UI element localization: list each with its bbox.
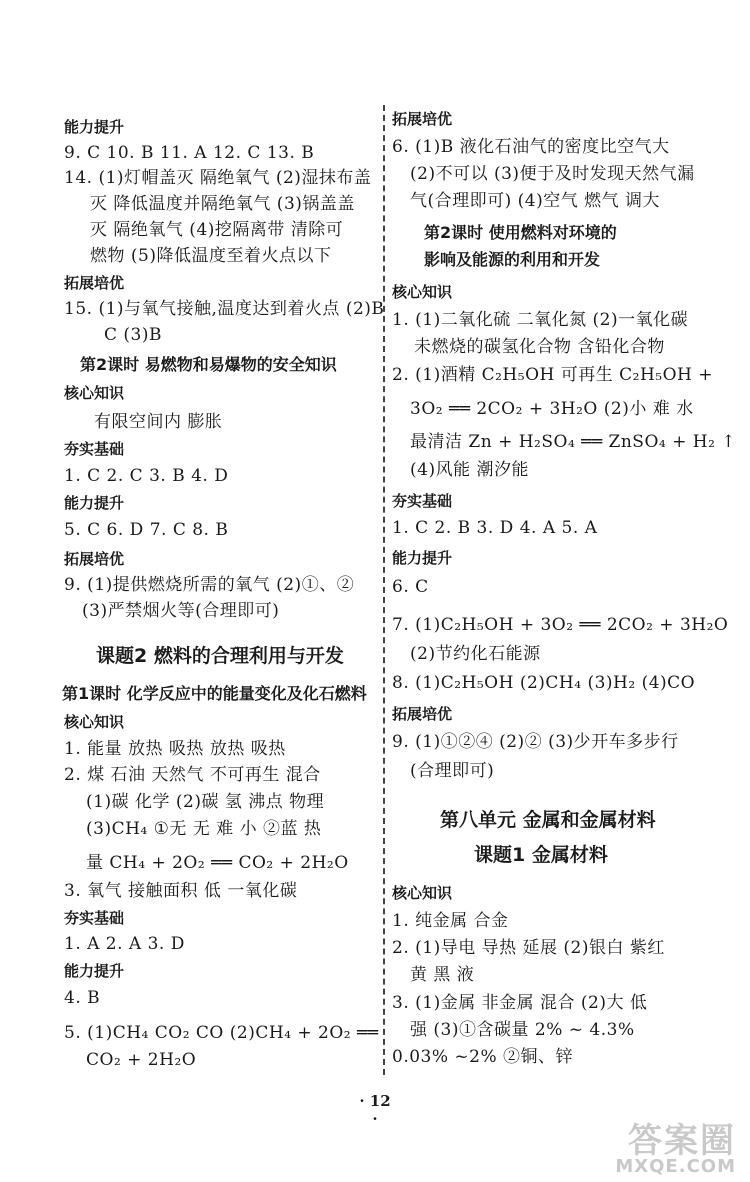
answer-line: 1. A 2. A 3. D xyxy=(64,934,185,954)
section-heading: 核心知识 xyxy=(392,884,453,902)
section-heading: 夯实基础 xyxy=(64,440,125,458)
answer-line: (合理即可) xyxy=(410,761,495,781)
answer-line: 9. (1)提供燃烧所需的氧气 (2)①、② xyxy=(64,575,355,595)
answer-line: 2. 煤 石油 天然气 不可再生 混合 xyxy=(64,765,321,785)
answer-line: 0.03% ~2% ②铜、锌 xyxy=(392,1047,574,1067)
section-heading: 拓展培优 xyxy=(392,110,453,128)
section-heading: 能力提升 xyxy=(64,118,125,136)
answer-line: 灭 降低温度并隔绝氧气 (3)锅盖盖 xyxy=(90,194,355,214)
answer-line: 2. (1)酒精 C₂H₅OH 可再生 C₂H₅OH + xyxy=(392,365,714,385)
answer-line: 有限空间内 膨胀 xyxy=(94,412,223,432)
answer-line: 5. C 6. D 7. C 8. B xyxy=(64,520,229,540)
answer-line: 1. 纯金属 合金 xyxy=(392,911,509,931)
answer-line: (2)不可以 (3)便于及时发现天然气漏 xyxy=(410,164,695,184)
lesson-title: 第1课时 化学反应中的能量变化及化石燃料 xyxy=(62,684,367,703)
answer-line: 燃物 (5)降低温度至着火点以下 xyxy=(90,246,332,266)
answer-line: 灭 隔绝氧气 (4)挖隔离带 清除可 xyxy=(90,220,344,240)
lesson-title: 影响及能源的利用和开发 xyxy=(424,250,601,269)
equation-line: 7. (1)C₂H₅OH + 3O₂ ══ 2CO₂ + 3H₂O xyxy=(392,615,729,635)
answer-line: (2)节约化石能源 xyxy=(410,644,541,664)
section-heading: 核心知识 xyxy=(64,384,125,402)
section-heading: 夯实基础 xyxy=(64,909,125,927)
answer-line: 3. 氧气 接触面积 低 一氧化碳 xyxy=(64,881,298,901)
equation-line: 3O₂ ══ 2CO₂ + 3H₂O (2)小 难 水 xyxy=(410,399,694,419)
answer-line: 15. (1)与氧气接触,温度达到着火点 (2)B xyxy=(64,299,385,319)
answer-line: 8. (1)C₂H₅OH (2)CH₄ (3)H₂ (4)CO xyxy=(392,673,696,693)
answer-line: CO₂ + 2H₂O xyxy=(86,1050,197,1070)
section-heading: 拓展培优 xyxy=(64,274,125,292)
section-heading: 拓展培优 xyxy=(64,550,125,568)
answer-line: 2. (1)导电 导热 延展 (2)银白 紫红 xyxy=(392,938,665,958)
topic-title: 课题1 金属材料 xyxy=(474,844,608,866)
answer-line: 6. (1)B 液化石油气的密度比空气大 xyxy=(392,137,670,157)
section-heading: 拓展培优 xyxy=(392,705,453,723)
section-heading: 核心知识 xyxy=(392,283,453,301)
equation-line: 5. (1)CH₄ CO₂ CO (2)CH₄ + 2O₂ ══ xyxy=(64,1023,379,1043)
watermark-url: MXQE.COM xyxy=(615,1156,736,1177)
page-number: · 12 · xyxy=(359,1092,391,1128)
answer-line: 4. B xyxy=(64,988,101,1008)
answer-line: (3)严禁烟火等(合理即可) xyxy=(82,601,280,621)
watermark-logo xyxy=(615,1121,736,1177)
answer-line: 1. 能量 放热 吸热 放热 吸热 xyxy=(64,739,286,759)
watermark-text: 答案圈 xyxy=(628,1121,736,1161)
answer-line: 9. C 10. B 11. A 12. C 13. B xyxy=(64,143,315,163)
lesson-title: 第2课时 使用燃料对环境的 xyxy=(424,223,617,242)
answer-line: (3)CH₄ ①无 无 难 小 ②蓝 热 xyxy=(86,819,322,839)
answer-line: 黄 黑 液 xyxy=(410,965,475,985)
answer-line: 1. C 2. B 3. D 4. A 5. A xyxy=(392,518,598,538)
equation-line: 量 CH₄ + 2O₂ ══ CO₂ + 2H₂O xyxy=(86,853,349,873)
answer-line: 未燃烧的碳氢化合物 含铅化合物 xyxy=(414,337,665,357)
answer-line: C (3)B xyxy=(104,325,162,345)
answer-line: 9. (1)①②④ (2)② (3)少开车多步行 xyxy=(392,732,679,752)
answer-line: (4)风能 潮汐能 xyxy=(410,460,529,480)
section-heading: 能力提升 xyxy=(64,494,125,512)
answer-line: 3. (1)金属 非金属 混合 (2)大 低 xyxy=(392,993,648,1013)
answer-line: (1)碳 化学 (2)碳 氢 沸点 物理 xyxy=(86,792,325,812)
section-heading: 能力提升 xyxy=(64,962,125,980)
answer-line: 气(合理即可) (4)空气 燃气 调大 xyxy=(410,191,661,211)
unit-title: 第八单元 金属和金属材料 xyxy=(440,809,656,831)
topic-title: 课题2 燃料的合理利用与开发 xyxy=(96,645,344,667)
answer-line: 14. (1)灯帽盖灭 隔绝氧气 (2)湿抹布盖 xyxy=(64,168,372,188)
section-heading: 核心知识 xyxy=(64,713,125,731)
lesson-title: 第2课时 易燃物和易爆物的安全知识 xyxy=(80,355,337,374)
column-divider xyxy=(383,105,385,1075)
section-heading: 夯实基础 xyxy=(392,492,453,510)
answer-line: 6. C xyxy=(392,577,429,597)
answer-line: 1. (1)二氧化硫 二氧化氮 (2)一氧化碳 xyxy=(392,310,689,330)
answer-line: 1. C 2. C 3. B 4. D xyxy=(64,466,229,486)
answer-line: 强 (3)①含碳量 2% ~ 4.3% xyxy=(410,1020,635,1040)
section-heading: 能力提升 xyxy=(392,549,453,567)
equation-line: 最清洁 Zn + H₂SO₄ ══ ZnSO₄ + H₂ ↑ xyxy=(410,432,737,452)
